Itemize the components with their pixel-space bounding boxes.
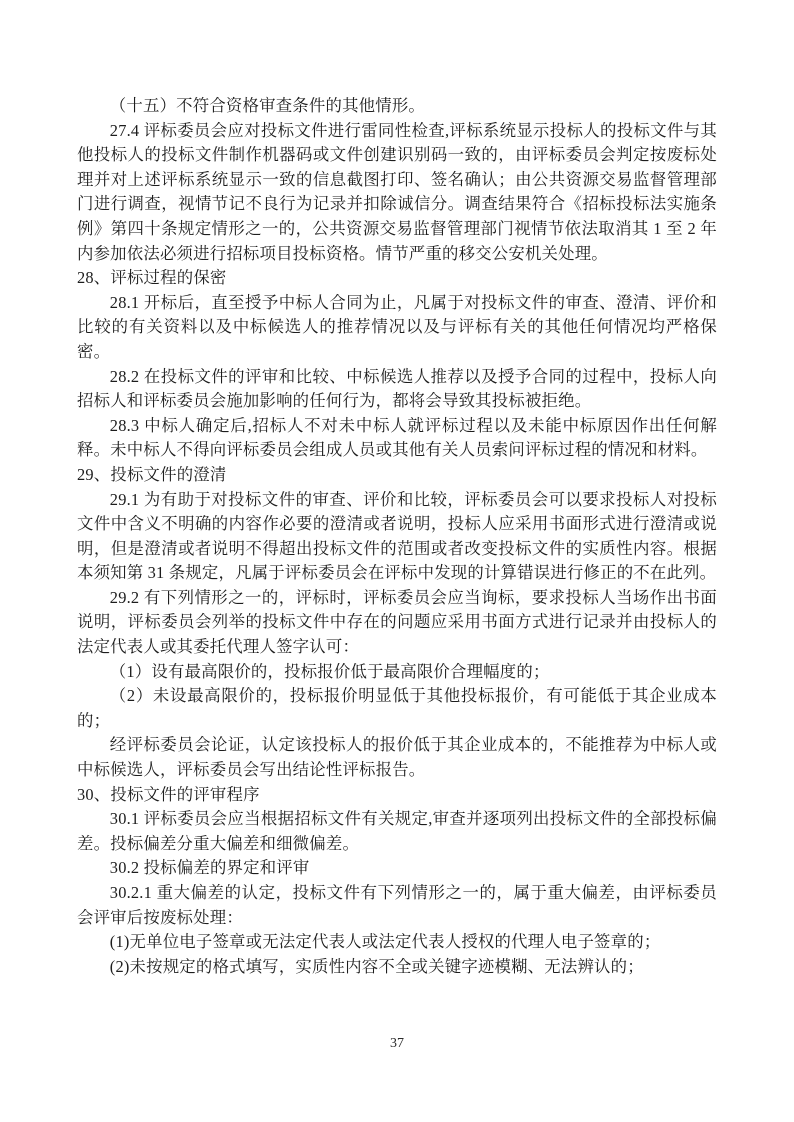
section-heading-28: 28、评标过程的保密 [77,268,227,288]
paragraph-clause-29-2-item-2: （2）未设最高限价的，投标报价明显低于其他投标报价，有可能低于其企业成本的； [77,686,717,730]
paragraph-clause-28-1: 28.1 开标后，直至授予中标人合同为止，凡属于对投标文件的审查、澄清、评价和比较的有关资料以及中标候选人的推荐情况以及与评标有关的其他任何情况均严格保密。 [77,292,717,361]
paragraph-clause-27-4: 27.4 评标委员会应对投标文件进行雷同性检查,评标系统显示投标人的投标文件与其他投标人的投标文件制作机器码或文件创建识别码一致的，由评标委员会判定按废标处理并对上述评标系统显示一致的信息截图打印、签名确认；由公共资源交易监督管理部门进行调查，视情节记不良行为记录并扣除诚信分。调查结果符合《招标投标法实施条例》第四十条规定情形之一的，公共资源交易监督管理部门视情节依法取消其 1 至 2 年内参加依法必须进行招标项目投标资格。情节严重的移交公安机关处理。 [77,120,717,263]
section-heading-30: 30、投标文件的评审程序 [77,784,260,804]
paragraph-item-15: （十五）不符合资格审查条件的其他情形。 [109,96,426,115]
paragraph-clause-30-2-1: 30.2.1 重大偏差的认定，投标文件有下列情形之一的，属于重大偏差，由评标委员会评审后按废标处理： [77,883,717,927]
document-body [77,94,717,979]
paragraph-clause-28-2: 28.2 在投标文件的评审和比较、中标候选人推荐以及授予合同的过程中，投标人向招标人和评标委员会施加影响的任何行为，都将会导致其投标被拒绝。 [77,366,717,411]
paragraph-clause-30-2: 30.2 投标偏差的界定和评审 [109,858,310,878]
paragraph-clause-30-2-1-item-2: (2)未按规定的格式填写，实质性内容不全或关键字迹模糊、无法辨认的； [109,956,644,976]
page-number: 37 [390,1036,404,1051]
paragraph-clause-28-3: 28.3 中标人确定后,招标人不对未中标人就评标过程以及未能中标原因作出任何解释。未中标人不得向评标委员会组成人员或其他有关人员索问评标过程的情况和材料。 [77,415,717,460]
paragraph-clause-29-2-note: 经评标委员会论证，认定该投标人的报价低于其企业成本的，不能推荐为中标人或中标候选人，评标委员会写出结论性评标报告。 [77,735,717,780]
paragraph-clause-29-2-item-1: （1）设有最高限价的，投标报价低于最高限价合理幅度的； [109,661,550,681]
paragraph-clause-30-2-1-item-1: (1)无单位电子签章或无法定代表人或法定代表人授权的代理人电子签章的； [109,932,661,952]
section-heading-29: 29、投标文件的澄清 [77,464,227,484]
paragraph-clause-29-1: 29.1 为有助于对投标文件的审查、评价和比较，评标委员会可以要求投标人对投标文件中含义不明确的内容作必要的澄清或者说明，投标人应采用书面形式进行澄清或说明，但是澄清或者说明不得超出投标文件的范围或者改变投标文件的实质性内容。根据本须知第 31 条规定，凡属于评标委员会在评标中发现的计算错误进行修正的不在此列。 [77,489,717,583]
paragraph-clause-29-2: 29.2 有下列情形之一的，评标时，评标委员会应当询标，要求投标人当场作出书面说明，评标委员会列举的投标文件中存在的问题应采用书面方式进行记录并由投标人的法定代表人或其委托代理人签字认可： [77,587,717,657]
paragraph-clause-30-1: 30.1 评标委员会应当根据招标文件有关规定,审查并逐项列出投标文件的全部投标偏差。投标偏差分重大偏差和细微偏差。 [77,809,717,853]
